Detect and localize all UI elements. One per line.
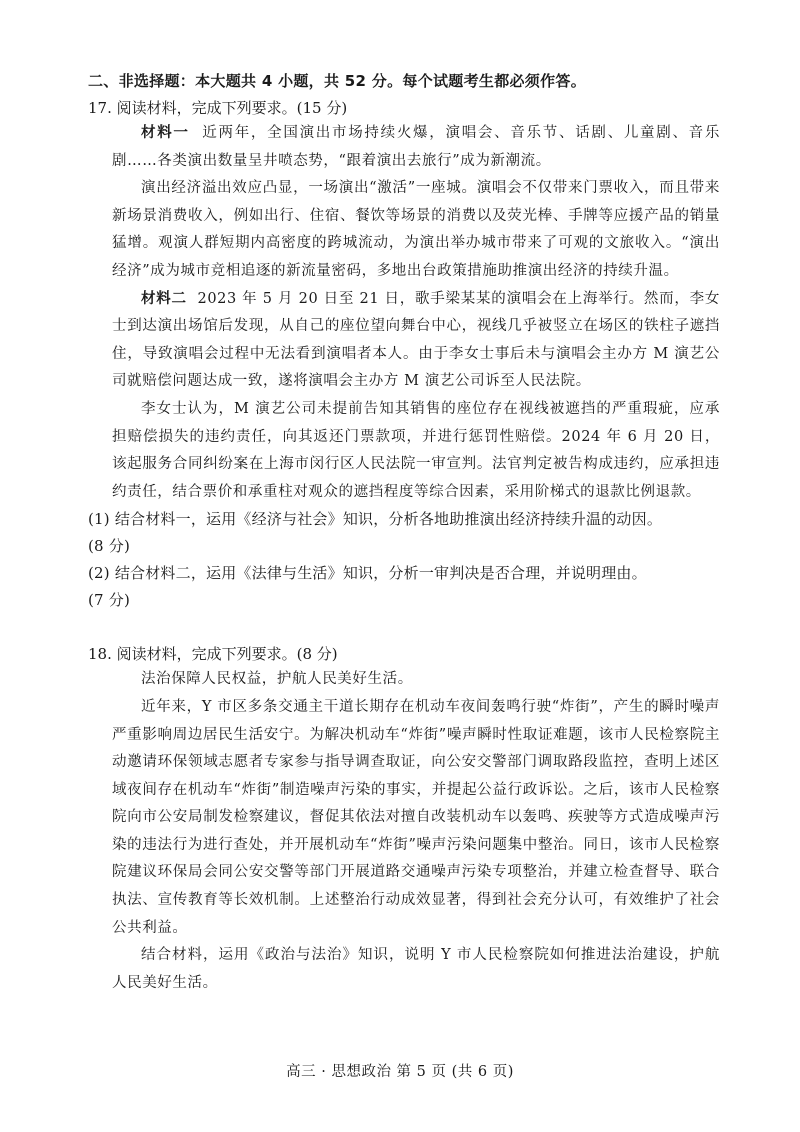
- q17-sub2-text: (2) 结合材料二，运用《法律与生活》知识，分析一审判决是否合理，并说明理由。: [88, 564, 647, 583]
- material1-label: 材料一: [141, 125, 190, 141]
- q18-material: 近年来，Y 市区多条交通主干道长期存在机动车夜间轰鸣行驶“炸街”，产生的瞬时噪声严重影响周边居民生活安宁。为解决机动车“炸街”噪声瞬时性取证难题，该市人民检察院主动邀请环保领域志愿者专家参与指导调查取证，向公安交警部门调取路段监控，查明上述区域夜间存在机动车“炸街”制造噪声污染的事实，并提起公益行政诉讼。之后，该市人民检察院向市公安局制发检察建议，督促其依法对擅自改装机动车以轰鸣、疾驶等方式造成噪声污染的违法行为进行查处，并开展机动车“炸街”噪声污染问题集中整治。同日，该市人民检察院建议环保局会同公安交警等部门开展道路交通噪声污染专项整治，并建立检查督导、联合执法、宣传教育等长效机制。上述整治行动成效显著，得到社会充分认可，有效维护了社会公共利益。: [112, 698, 720, 936]
- section-heading: 二、非选择题：本大题共 4 小题，共 52 分。每个试题考生都必须作答。: [88, 72, 587, 90]
- q17-sub2-score: (7 分): [88, 591, 131, 610]
- q17-material2-paragraph1: [88, 286, 720, 396]
- page-footer: 高三 · 思想政治 第 5 页 (共 6 页): [286, 1064, 514, 1080]
- q17-subquestion-1: [88, 506, 720, 560]
- material2-text: 2023 年 5 月 20 日至 21 日，歌手梁某某的演唱会在上海举行。然而，李女士到达演出场馆后发现，从自己的座位望向舞台中心，视线几乎被竖立在场区的铁柱子遮挡住，导致演唱会过程中无法看到演唱者本人。由于李女士事后未与演唱会主办方 M 演艺公司就赔偿问题达成一致，遂将演唱会主办方 M 演艺公司诉至人民法院。: [112, 290, 720, 390]
- material2-label: 材料二: [141, 290, 187, 307]
- question-17-title: 17. 阅读材料，完成下列要求。(15 分): [88, 99, 348, 117]
- q18-question: 结合材料，运用《政治与法治》知识，说明 Y 市人民检察院如何推进法治建设，护航人民美好生活。: [112, 947, 720, 991]
- q17-sub1-text: (1) 结合材料一，运用《经济与社会》知识，分析各地助推演出经济持续升温的动因。: [88, 510, 663, 529]
- q17-subquestion-2: [88, 560, 720, 614]
- q17-material1-paragraph1: [88, 120, 720, 175]
- exam-page: [88, 70, 720, 997]
- q17-sub1-score: (8 分): [88, 537, 131, 556]
- material1-text: 近两年，全国演出市场持续火爆，演唱会、音乐节、话剧、儿童剧、音乐剧……各类演出数量呈井喷态势，“跟着演出去旅行”成为新潮流。: [112, 125, 720, 169]
- q17-material1-paragraph2: 演出经济溢出效应凸显，一场演出“激活”一座城。演唱会不仅带来门票收入，而且带来新场景消费收入，例如出行、住宿、餐饮等场景的消费以及荧光棒、手牌等应援产品的销量猛增。观演人群短期内高密度的跨城流动，为演出举办城市带来了可观的文旅收入。“演出经济”成为城市竞相追逐的新流量密码，多地出台政策措施助推演出经济的持续升温。: [112, 180, 720, 279]
- q17-material2-paragraph2: 李女士认为，M 演艺公司未提前告知其销售的座位存在视线被遮挡的严重瑕疵，应承担赔偿损失的违约责任，向其返还门票款项，并进行惩罚性赔偿。2024 年 6 月 20 日，该起服务合同纠纷案在上海市闵行区人民法院一审宣判。法官判定被告构成违约，应承担违约责任，结合票价和承重柱对观众的遮挡程度等综合因素，采用阶梯式的退款比例退款。: [112, 400, 720, 500]
- spacer: [88, 614, 720, 642]
- q18-intro: 法治保障人民权益，护航人民美好生活。: [141, 671, 413, 688]
- question-18-title: 18. 阅读材料，完成下列要求。(8 分): [88, 645, 338, 664]
